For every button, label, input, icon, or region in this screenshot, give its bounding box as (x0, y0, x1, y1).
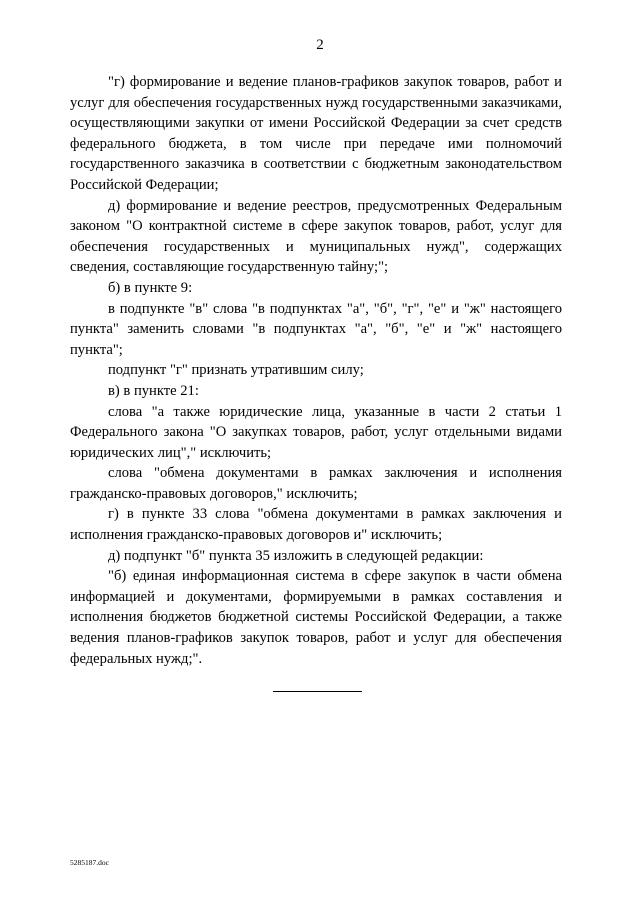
paragraph-item-g-point-33: г) в пункте 33 слова "обмена документами в рамках заключения и исполнения гражданско-правовых договоров и" исключить; (70, 506, 562, 544)
paragraph-legal-entities-exclude: слова "а также юридические лица, указанные в части 2 статьи 1 Федерального закона "О закупках товаров, работ, услуг отдельными видами юридических лиц"," исключить; (70, 403, 562, 461)
paragraph-item-v-point-21: в) в пункте 21: (108, 382, 199, 399)
file-reference: 5285187.doc (70, 858, 109, 867)
document-body (70, 72, 562, 669)
paragraph-subpoint-g-repeal: подпункт "г" признать утратившим силу; (108, 362, 364, 379)
paragraph-item-d-registries: д) формирование и ведение реестров, предусмотренных Федеральным законом "О контрактной системе в сфере закупок товаров, работ, услуг для обеспечения государственных и муниципальных нужд", содержащих сведения, составляющие государственную тайну;"; (70, 197, 562, 276)
paragraph-item-d-point-35: д) подпункт "б" пункта 35 изложить в следующей редакции: (108, 547, 484, 564)
paragraph-subpoint-v-replace: в подпункте "в" слова "в подпунктах "а", "б", "г", "е" и "ж" настоящего пункта" заменить словами "в подпунктах "а", "б", "е" и "ж" настоящего пункта"; (70, 300, 562, 358)
end-divider-line (273, 691, 362, 692)
paragraph-document-exchange-exclude: слова "обмена документами в рамках заключения и исполнения гражданско-правовых договоров," исключить; (70, 465, 562, 502)
paragraph-item-b-point-9: б) в пункте 9: (108, 279, 193, 296)
page-number: 2 (316, 37, 324, 53)
paragraph-new-wording-b: "б) единая информационная система в сфере закупок в части обмена информацией и документами, формируемыми в рамках составления и исполнения бюджетов бюджетной системы Российской Федерации, а также ведения планов-графиков закупок товаров, работ и услуг для обеспечения федеральных нужд;". (70, 568, 562, 667)
paragraph-item-g-planning: "г) формирование и ведение планов-графиков закупок товаров, работ и услуг для обеспечения государственных нужд государственными заказчиками, осуществляющими закупки от имени Российской Федерации за счет средств федерального бюджета, в том числе при передаче ими полномочий государственного заказчика в соответствии с бюджетным законодательством Российской Федерации; (70, 74, 562, 193)
